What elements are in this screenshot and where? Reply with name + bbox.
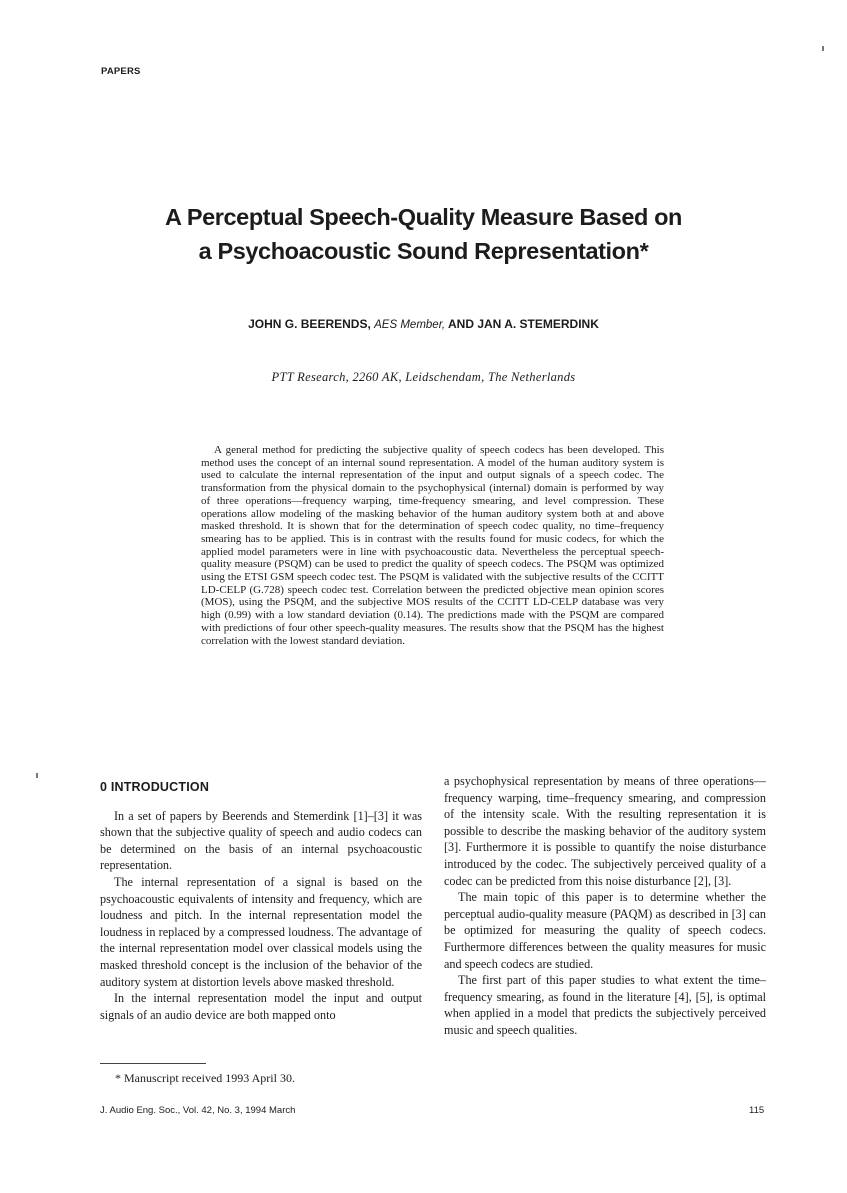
paragraph: The internal representation of a signal is based on the psychoacoustic equivalents of intensity and frequency, which are loudness and pitch. In the internal representation model the loudness in replaced by a compressed loudness. The advantage of the internal representation model over classical models using the masked threshold concept is the inclusion of the behavior of the auditory system at distortion levels above masked threshold.	[100, 874, 422, 989]
paragraph: In a set of papers by Beerends and Stemerdink [1]–[3] it was shown that the subjective quality of speech and audio codecs can be determined on the basis of an internal psychoacoustic representation.	[100, 808, 422, 873]
author-line	[60, 317, 787, 331]
scan-speck	[36, 773, 38, 778]
scan-speck	[822, 46, 824, 51]
author-membership: AES Member,	[374, 319, 446, 331]
abstract: A general method for predicting the subjective quality of speech codecs has been developed. This method uses the concept of an internal sound representation. A model of the human auditory system is used to calculate the internal representation of the input and output signals of a speech codec. The transformation from the physical domain to the psychophysical (internal) domain is performed by way of three operations—frequency warping, time-frequency smearing, and level compression. These operations allow modeling of the masking behavior of the human auditory system both at and above masked threshold. It is shown that for the determination of speech codec quality, no time–frequency smearing has to be applied. This is in contrast with the results found for music codecs, for which the applied model parameters were in line with psychoacoustic data. Nevertheless the perceptual speech-quality measure (PSQM) can be used to predict the quality of speech codecs. The PSQM was optimized using the ETSI GSM speech codec test. The PSQM is validated with the subjective results of the CCITT LD-CELP (G.728) speech codec test. Correlation between the predicted objective mean opinion scores (MOS), using the PSQM, and the subjective MOS results of the CCITT LD-CELP database was very high (0.99) with a low standard deviation (0.14). The predictions made with the PSQM are compared with predictions of four other speech-quality measures. The results show that the PSQM has the highest correlation with the lowest standard deviation.	[201, 444, 664, 647]
paragraph: a psychophysical representation by means of three operations—frequency warping, time–frequency smearing, and compression of the intensity scale. With the resulting representation it is possible to describe the masking behavior of the auditory system [3]. Furthermore it is possible to quantify the noise disturbance introduced by the codec. The subjectively perceived quality of a codec can be predicted from this noise disturbance [2], [3].	[444, 774, 766, 888]
body-column-right	[444, 773, 766, 1039]
section-heading: 0 INTRODUCTION	[100, 780, 210, 794]
affiliation: PTT Research, 2260 AK, Leidschendam, The Netherlands	[271, 370, 576, 384]
page-number: 115	[749, 1105, 765, 1116]
title-line-1: A Perceptual Speech-Quality Measure Based on	[165, 204, 682, 230]
footnote-divider	[100, 1063, 206, 1064]
paragraph: The first part of this paper studies to what extent the time–frequency smearing, as found in the literature [4], [5], is optimal when applied in a model that predicts the subjectively perceived music and speech qualities.	[444, 973, 766, 1037]
footnote: * Manuscript received 1993 April 30.	[115, 1071, 295, 1085]
paragraph: The main topic of this paper is to determine whether the perceptual audio-quality measure (PAQM) as described in [3] can be optimized for measuring the quality of speech codecs. Furthermore differences between the quality measures for music and speech codecs are studied.	[444, 890, 766, 971]
paragraph: In the internal representation model the input and output signals of an audio device are both mapped onto	[100, 991, 422, 1022]
author-2: AND JAN A. STEMERDINK	[447, 317, 599, 331]
running-header-section-label: PAPERS	[101, 66, 141, 77]
title-line-2: a Psychoacoustic Sound Representation*	[198, 238, 649, 264]
author-1: JOHN G. BEERENDS,	[248, 317, 371, 331]
body-column-left	[100, 773, 422, 1023]
journal-citation: J. Audio Eng. Soc., Vol. 42, No. 3, 1994 March	[100, 1105, 296, 1116]
paper-title	[60, 200, 787, 268]
